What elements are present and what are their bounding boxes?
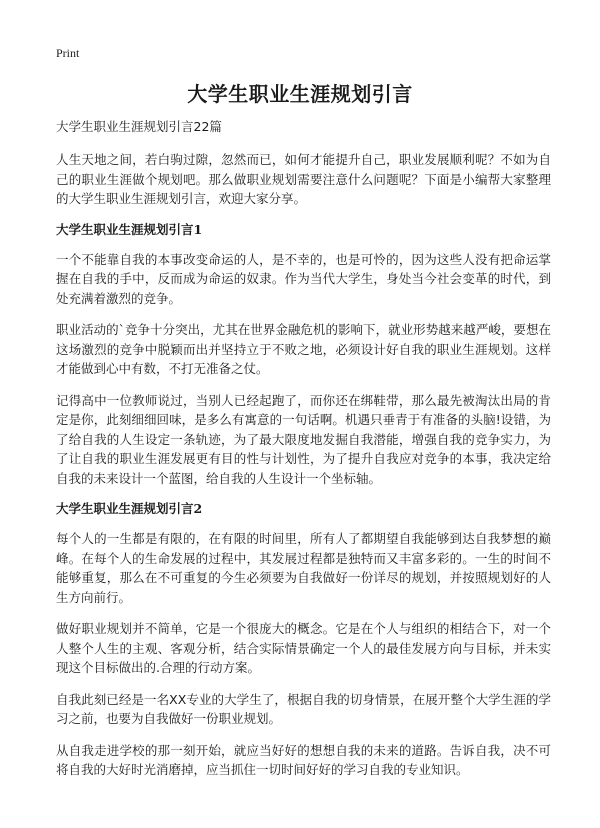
paragraph: 自我此刻已经是一名XX专业的大学生了，根据自我的切身情景，在展开整个大学生涯的学习之前，也要为自我做好一份职业规划。 <box>56 691 551 726</box>
paragraph: 每个人的一生都是有限的，在有限的时间里，所有人了都期望自我能够到达自我梦想的巅峰。在每个人的生命发展的过程中，其发展过程都是独特而又丰富多彩的。一生的时间不能够重复，那么在不可重复的今生必须要为自我做好一份详尽的规划，并按照规划好的人生方向前行。 <box>56 531 551 605</box>
paragraph: 一个不能靠自我的本事改变命运的人，是不幸的，也是可怜的，因为这些人没有把命运掌握在自我的手中，反而成为命运的奴隶。作为当代大学生，身处当今社会变革的时代，到处充满着激烈的竞争。 <box>56 251 551 306</box>
intro-paragraph: 人生天地之间，若白驹过隙，忽然而已，如何才能提升自己，职业发展顺利呢？不如为自己的职业生涯做个规划吧。那么做职业规划需要注意什么问题呢？下面是小编帮大家整理的大学生职业生涯规划引言，欢迎大家分享。 <box>56 152 551 206</box>
paragraph: 职业活动的`竞争十分突出，尤其在世界金融危机的影响下，就业形势越来越严峻，要想在这场激烈的竞争中脱颖而出并坚持立于不败之地，必须设计好自我的职业生涯规划。这样才能做到心中有数，不打无准备之仗。 <box>56 322 551 376</box>
paragraph: 记得高中一位教师说过，当别人已经起跑了，而你还在绑鞋带，那么最先被淘汰出局的肯定是你，此刻细细回味，是多么有寓意的一句话啊。机遇只垂青于有准备的头脑!设错，为了给自我的人生设定一条轨迹，为了最大限度地发掘自我潜能，增强自我的竞争实力，为了让自我的职业生涯发展更有目的性与计划性，为了提升自我应对竞争的本事，我决定给自我的未来设计一个蓝图，给自我的人生设计一个坐标轴。 <box>56 392 551 486</box>
section-heading: 大学生职业生涯规划引言1 <box>56 221 203 237</box>
paragraph: 从自我走进学校的那一刻开始，就应当好好的想想自我的未来的道路。告诉自我，决不可将自我的大好时光消磨掉，应当抓住一切时间好好的学习自我的专业知识。 <box>56 742 551 777</box>
paragraph: 做好职业规划并不简单，它是一个很庞大的概念。它是在个人与组织的相结合下，对一个人整个人生的主观、客观分析，结合实际情景确定一个人的最佳发展方向与目标，并未实现这个目标做出的.合理的行动方案。 <box>56 621 551 675</box>
document-body <box>56 118 551 792</box>
document-subtitle: 大学生职业生涯规划引言22篇 <box>56 119 222 134</box>
section-2 <box>56 500 551 780</box>
page-title: 大学生职业生涯规划引言 <box>187 82 413 106</box>
section-heading: 大学生职业生涯规划引言2 <box>56 501 203 516</box>
section-1 <box>56 221 551 489</box>
print-link[interactable]: Print <box>56 46 80 60</box>
